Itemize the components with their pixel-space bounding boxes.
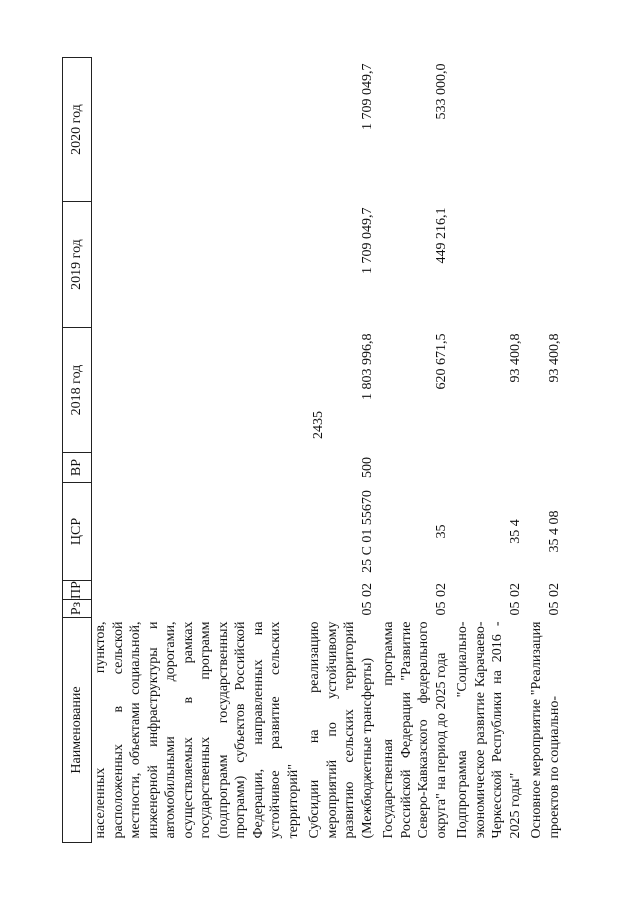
- header-vr: ВР: [63, 453, 92, 483]
- row-2019: [454, 202, 528, 328]
- row-2020: 1 709 049,7: [359, 63, 375, 130]
- header-rz: Рз: [63, 600, 92, 618]
- row-pr: 02: [546, 583, 562, 597]
- row-name: Подпрограмма "Социально-экономическое развитие Карачаево-Черкесской Республики на 2016 - 2025 годы": [455, 621, 523, 839]
- row-pr: 02: [433, 583, 449, 597]
- row-name: населенных пунктов, расположенных в сельской местности, объектами социальной, инженерной инфраструктуры и автомобильными дорогами, осуществляемых в рамках государственных программ (подпрограмм государственных программ) субъектов Российской Федерации, направленных на устойчивое развитие сельских территорий": [93, 621, 301, 839]
- row-csr: 25 С 01 55670: [359, 490, 375, 573]
- row-vr: [528, 453, 565, 483]
- row-2019: 449 216,1: [433, 207, 449, 264]
- row-rz: 05: [433, 601, 449, 616]
- row-2020: [92, 58, 307, 202]
- page-number: 2435: [311, 411, 326, 439]
- row-vr: 500: [359, 457, 375, 478]
- row-2019: [92, 202, 307, 328]
- table-row: [528, 58, 565, 843]
- row-2020: [528, 58, 565, 202]
- row-2018: [92, 328, 307, 453]
- row-rz: 05: [359, 601, 375, 616]
- header-pr: ПР: [63, 581, 92, 600]
- table-row: [306, 58, 380, 843]
- budget-table-rotated: [62, 58, 602, 843]
- row-name: Основное мероприятие "Реализация проектов по социально-: [529, 621, 562, 839]
- row-rz: [92, 600, 307, 618]
- header-name: Наименование: [63, 618, 92, 843]
- row-pr: 02: [359, 583, 375, 597]
- header-csr: ЦСР: [63, 483, 92, 581]
- row-rz: 05: [507, 601, 523, 616]
- row-csr: 35: [433, 524, 449, 539]
- row-pr: [92, 581, 307, 600]
- row-2018: 93 400,8: [546, 333, 562, 383]
- row-2018: 93 400,8: [507, 333, 523, 383]
- row-vr: [92, 453, 307, 483]
- header-2018: 2018 год: [63, 328, 92, 453]
- row-2019: [528, 202, 565, 328]
- row-name: Субсидии на реализацию мероприятий по устойчивому развитию сельских территорий (Межбюджетные трансферты): [307, 621, 375, 839]
- row-pr: 02: [507, 583, 523, 597]
- row-2018: 620 671,5: [433, 333, 449, 390]
- header-2020: 2020 год: [63, 58, 92, 202]
- row-2020: [454, 58, 528, 202]
- budget-table: [62, 57, 565, 843]
- header-row: [63, 58, 92, 843]
- table-row: [380, 58, 454, 843]
- row-vr: [454, 453, 528, 483]
- table-row: [92, 58, 307, 843]
- row-vr: [380, 453, 454, 483]
- row-csr: [92, 483, 307, 581]
- row-2018: 1 803 996,8: [359, 333, 375, 400]
- row-csr: 35 4: [507, 519, 523, 544]
- row-rz: 05: [546, 601, 562, 616]
- row-csr: 35 4 08: [546, 510, 562, 553]
- row-2019: 1 709 049,7: [359, 207, 375, 274]
- table-row: [454, 58, 528, 843]
- header-2019: 2019 год: [63, 202, 92, 328]
- row-name: Государственная программа Российской Федерации "Развитие Северо-Кавказского федерального округа" на период до 2025 года: [381, 621, 449, 839]
- row-2020: 533 000,0: [433, 63, 449, 120]
